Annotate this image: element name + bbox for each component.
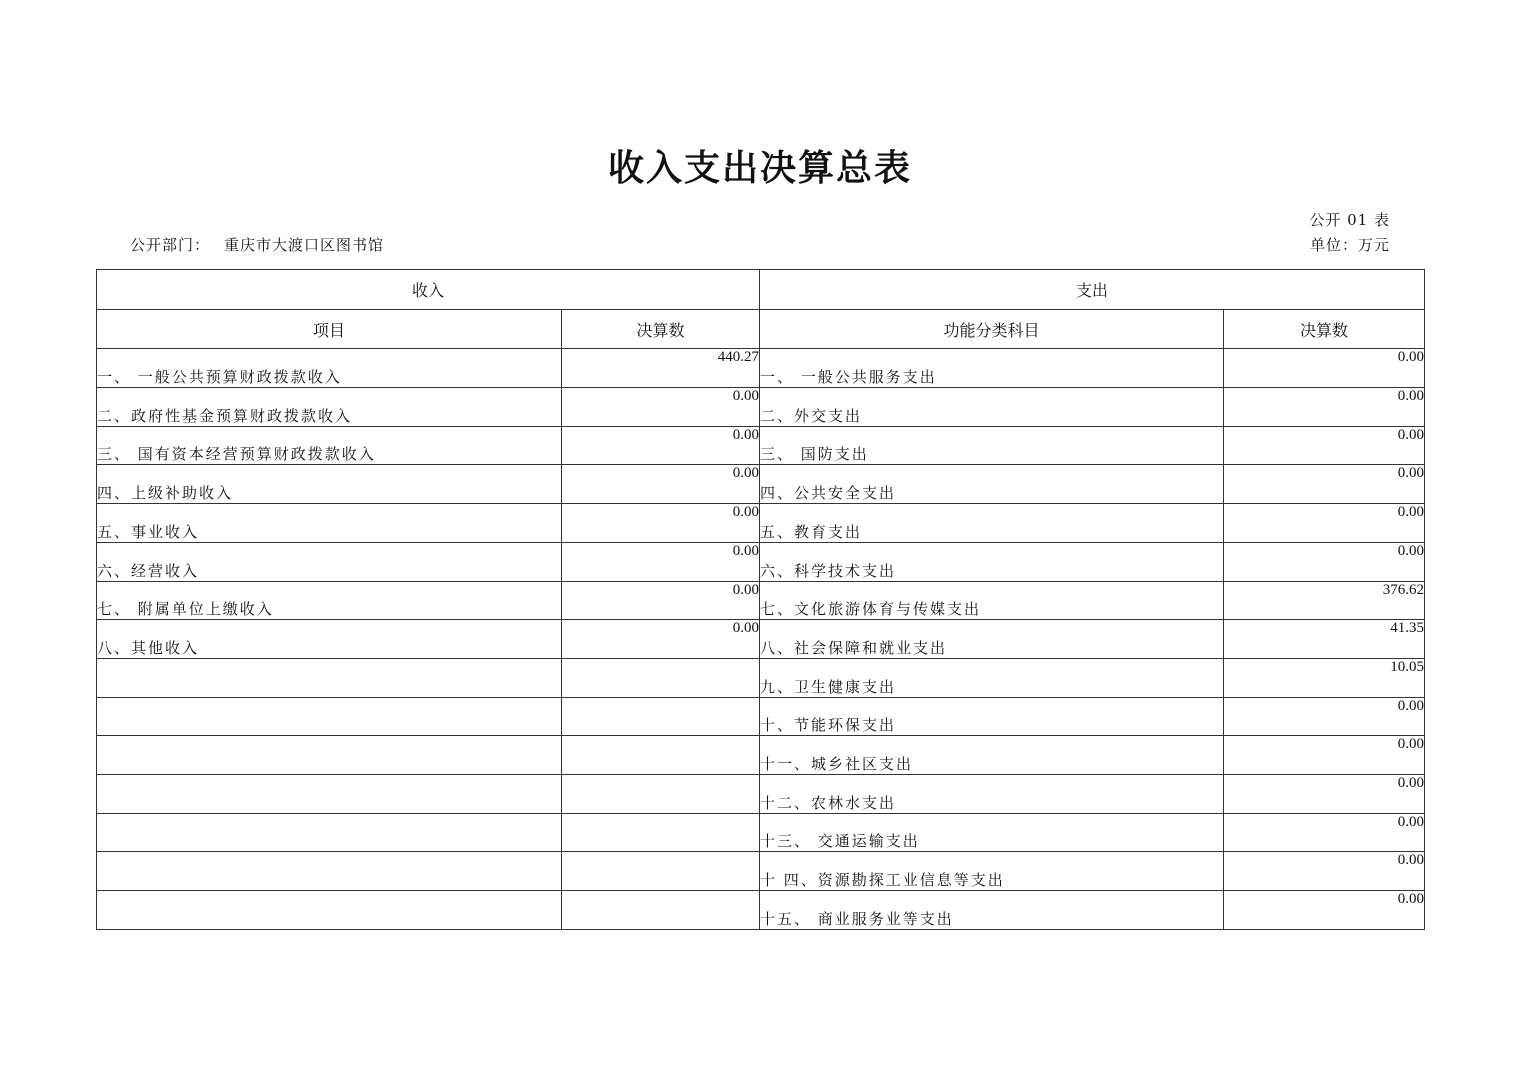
- expense-amount: 0.00: [1224, 697, 1425, 736]
- expense-item: 六、科学技术支出: [760, 542, 1224, 581]
- expense-item: 二、外交支出: [760, 388, 1224, 427]
- expense-amount: 0.00: [1224, 542, 1425, 581]
- unit-label: 单位：万元: [1309, 236, 1390, 254]
- income-amount: 0.00: [562, 542, 760, 581]
- expense-item: 七、文化旅游体育与传媒支出: [760, 581, 1224, 620]
- income-item: 二、政府性基金预算财政拨款收入: [97, 388, 562, 427]
- expense-item: 十、节能环保支出: [760, 697, 1224, 736]
- expense-amount: 10.05: [1224, 658, 1425, 697]
- income-item: [97, 813, 562, 852]
- income-amount: [562, 697, 760, 736]
- expense-amount: 0.00: [1224, 774, 1425, 813]
- expense-amount: 0.00: [1224, 349, 1425, 388]
- expense-amount: 0.00: [1224, 736, 1425, 775]
- expense-amount: 41.35: [1224, 620, 1425, 659]
- department-line: [130, 234, 384, 255]
- income-item: [97, 852, 562, 891]
- page-title: 收入支出决算总表: [607, 148, 912, 189]
- expense-amount: 0.00: [1224, 465, 1425, 504]
- table-row: [97, 349, 1425, 388]
- expense-item: 一、 一般公共服务支出: [760, 349, 1224, 388]
- income-amount: [562, 736, 760, 775]
- income-item: 一、 一般公共预算财政拨款收入: [97, 349, 562, 388]
- table-row: [97, 581, 1425, 620]
- income-section-header: 收入: [97, 270, 760, 310]
- expense-item: 十三、 交通运输支出: [760, 813, 1224, 852]
- income-item: [97, 736, 562, 775]
- table-row: [97, 620, 1425, 659]
- income-amount: 0.00: [562, 426, 760, 465]
- income-amount: 0.00: [562, 465, 760, 504]
- expense-item: 十 四、资源勘探工业信息等支出: [760, 852, 1224, 891]
- income-item: 七、 附属单位上缴收入: [97, 581, 562, 620]
- income-amount: [562, 774, 760, 813]
- expense-item: 十二、农林水支出: [760, 774, 1224, 813]
- expense-item-header: 功能分类科目: [760, 309, 1224, 349]
- income-amount-header: 决算数: [562, 309, 760, 349]
- income-item: 八、其他收入: [97, 620, 562, 659]
- table-row: [97, 813, 1425, 852]
- income-item: 五、事业收入: [97, 504, 562, 543]
- department-label: 公开部门：: [130, 236, 211, 254]
- department-name: 重庆市大渡口区图书馆: [224, 236, 385, 254]
- expense-amount-header: 决算数: [1224, 309, 1425, 349]
- expense-item: 八、社会保障和就业支出: [760, 620, 1224, 659]
- income-amount: [562, 813, 760, 852]
- table-row: [97, 465, 1425, 504]
- income-amount: [562, 891, 760, 930]
- column-header-row: [97, 309, 1425, 349]
- table-row: [97, 891, 1425, 930]
- expense-item: 五、教育支出: [760, 504, 1224, 543]
- table-row: [97, 542, 1425, 581]
- income-item: 三、 国有资本经营预算财政拨款收入: [97, 426, 562, 465]
- income-item: 四、上级补助收入: [97, 465, 562, 504]
- expense-amount: 0.00: [1224, 388, 1425, 427]
- table-row: [97, 504, 1425, 543]
- expense-item: 十一、城乡社区支出: [760, 736, 1224, 775]
- form-number: 公开 01 表: [1309, 211, 1390, 229]
- income-item-header: 项目: [97, 309, 562, 349]
- expense-amount: 0.00: [1224, 426, 1425, 465]
- table-row: [97, 697, 1425, 736]
- budget-table: [96, 269, 1425, 930]
- income-item: [97, 891, 562, 930]
- income-amount: 0.00: [562, 581, 760, 620]
- expense-item: 九、卫生健康支出: [760, 658, 1224, 697]
- income-item: [97, 697, 562, 736]
- income-item: [97, 774, 562, 813]
- expense-amount: 376.62: [1224, 581, 1425, 620]
- table-row: [97, 852, 1425, 891]
- expense-item: 四、公共安全支出: [760, 465, 1224, 504]
- table-row: [97, 388, 1425, 427]
- section-header-row: [97, 270, 1425, 310]
- income-amount: 440.27: [562, 349, 760, 388]
- table-row: [97, 658, 1425, 697]
- expense-item: 三、 国防支出: [760, 426, 1224, 465]
- income-amount: [562, 658, 760, 697]
- income-amount: 0.00: [562, 504, 760, 543]
- income-amount: 0.00: [562, 620, 760, 659]
- table-row: [97, 736, 1425, 775]
- table-row: [97, 426, 1425, 465]
- table-row: [97, 774, 1425, 813]
- income-amount: 0.00: [562, 388, 760, 427]
- income-item: 六、经营收入: [97, 542, 562, 581]
- expense-amount: 0.00: [1224, 891, 1425, 930]
- expense-amount: 0.00: [1224, 852, 1425, 891]
- expense-section-header: 支出: [760, 270, 1425, 310]
- expense-amount: 0.00: [1224, 813, 1425, 852]
- income-item: [97, 658, 562, 697]
- expense-item: 十五、 商业服务业等支出: [760, 891, 1224, 930]
- income-amount: [562, 852, 760, 891]
- expense-amount: 0.00: [1224, 504, 1425, 543]
